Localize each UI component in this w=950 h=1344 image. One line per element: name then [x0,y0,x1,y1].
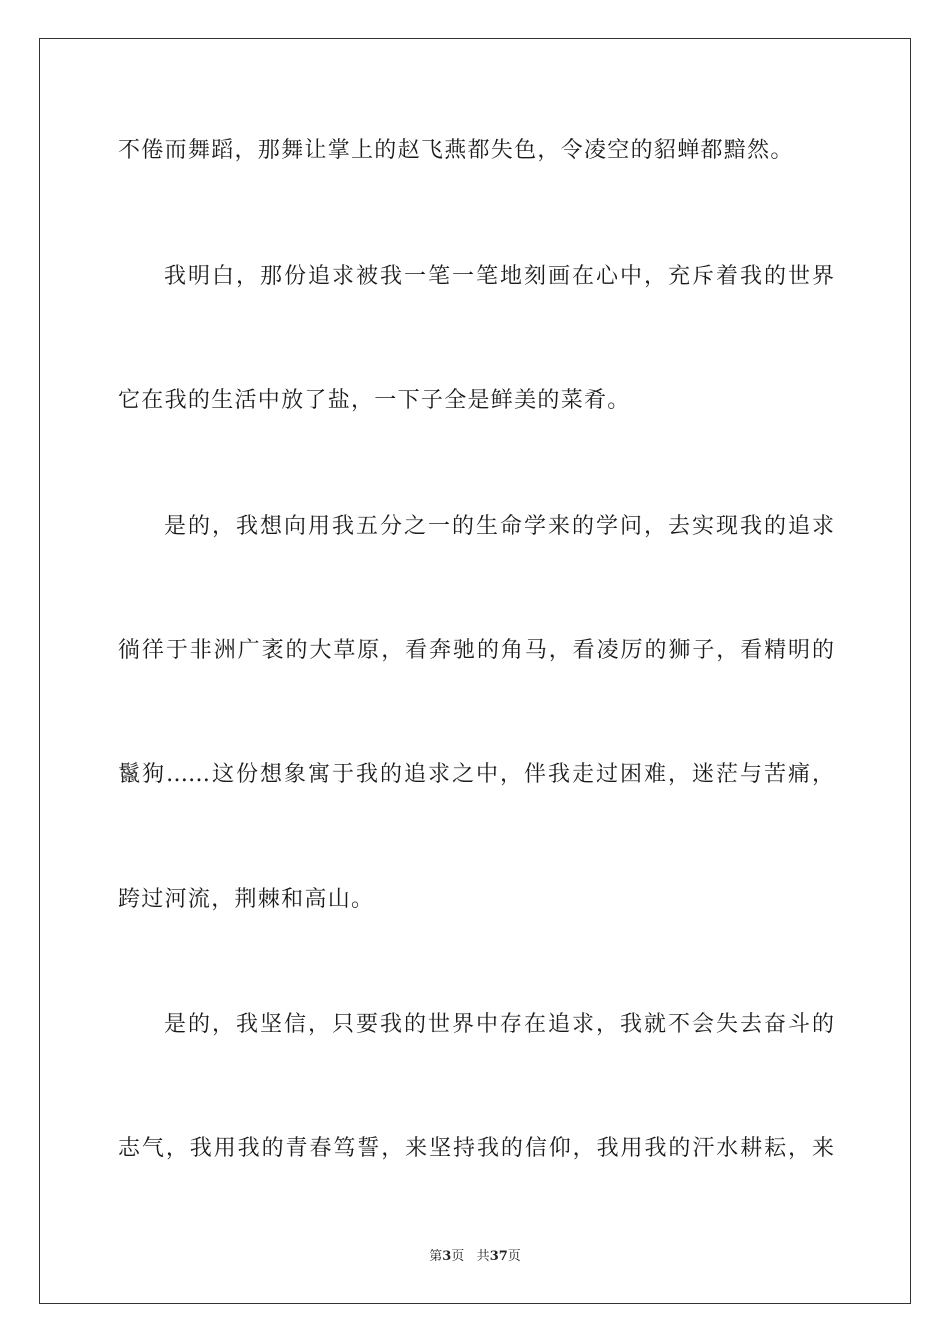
paragraph-line-3: 它在我的生活中放了盐，一下子全是鲜美的菜肴。 [118,388,631,413]
total-pages-suffix: 页 [507,1249,521,1264]
paragraph-line-6: 鬣狗……这份想象寓于我的追求之中，伴我走过困难，迷茫与苦痛， [118,762,834,787]
page-border [39,38,911,1304]
total-pages-prefix: 共 [476,1249,490,1264]
page-number: 3 [442,1249,452,1264]
paragraph-line-1: 不倦而舞蹈，那舞让掌上的赵飞燕都失色，令凌空的貂蝉都黯然。 [118,138,794,163]
paragraph-line-7: 跨过河流，荆棘和高山。 [118,887,375,912]
paragraph-line-2: 我明白，那份追求被我一笔一笔地刻画在心中，充斥着我的世界 [164,264,834,289]
page-footer [0,1248,950,1266]
paragraph-line-8: 是的，我坚信，只要我的世界中存在追求，我就不会失去奋斗的 [164,1012,834,1037]
page-number-suffix: 页 [451,1249,465,1264]
paragraph-line-5: 徜徉于非洲广袤的大草原，看奔驰的角马，看凌厉的狮子，看精明的 [118,638,834,663]
total-pages: 37 [489,1249,508,1264]
paragraph-line-4: 是的，我想向用我五分之一的生命学来的学问，去实现我的追求 [164,514,834,539]
paragraph-line-9: 志气，我用我的青春笃誓，来坚持我的信仰，我用我的汗水耕耘，来 [118,1136,834,1161]
page-number-prefix: 第 [429,1249,443,1264]
